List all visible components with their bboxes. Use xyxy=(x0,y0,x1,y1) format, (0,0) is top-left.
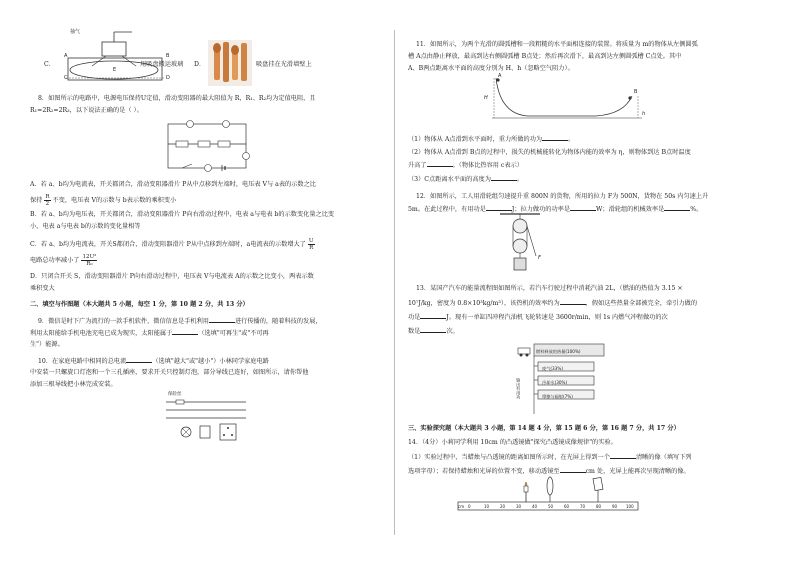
q13-text-b: ，假如这些热量全部被完全，牵引力做的 xyxy=(585,300,698,307)
ruler-tick: 50 xyxy=(548,504,554,509)
q11-blank-3[interactable] xyxy=(491,174,517,181)
q11-s1-tail: 。 xyxy=(568,136,575,143)
q13-blank-3[interactable] xyxy=(420,326,446,333)
q9-line3: 生"）能源。 xyxy=(30,341,64,348)
q8-a-post: 不变，电压表 V的示数与 b表示数的乘积变小 xyxy=(52,197,177,204)
q11-s1-text: （1）物体从 A点滑到水平面时，重力所做的功为 xyxy=(408,136,543,143)
option-d-letter: D． xyxy=(194,61,206,68)
q9-line2-text: 利用太阳能给手机电池充电已成为现实，太阳能属于 xyxy=(30,330,173,337)
q11-s3-text: （3）C点距离水平面的高度为 xyxy=(408,176,491,183)
q10-line1 xyxy=(38,356,269,366)
q8-c-den: R xyxy=(309,245,314,251)
q14-text-d: cm 处，光屏上能再次呈现清晰的像。 xyxy=(585,468,690,475)
flow-cooling-label: 冷却水(30%) xyxy=(542,380,568,385)
option-d-caption: 吸盘挂在光滑墙壁上 xyxy=(256,61,312,68)
q12-text-d: %。 xyxy=(690,206,703,213)
q12-text-c: W；滑轮组的机械效率是 xyxy=(596,206,665,213)
point-e-label: E xyxy=(113,67,117,73)
q8-option-d-line2: 乘积变大 xyxy=(30,285,55,292)
q14-blank-1[interactable] xyxy=(610,452,636,459)
q13-blank-2[interactable] xyxy=(420,312,446,319)
q9-blank-2[interactable] xyxy=(172,328,198,335)
ruler-tick: 40 xyxy=(532,504,538,509)
ruler-unit: cm xyxy=(458,504,465,509)
q11-s3-tail: 。 xyxy=(516,176,524,183)
q11-track-diagram xyxy=(492,74,642,126)
q13-text-e: 数是 xyxy=(408,328,421,335)
q10-line3: 添加三根导线把小林完成安装。 xyxy=(30,381,117,388)
q10-line2: 中安装一只螺旋口灯泡和一个三孔插座，要求开关只控制灯泡，部分导线已连好，如图所示，请你帮他 xyxy=(30,369,309,376)
flow-total-label: 燃料释放的热量(100%) xyxy=(536,349,581,354)
q8-option-b-line2: 小，电表 a与电表 b的示数的变化量相等 xyxy=(30,223,141,230)
q13-line2 xyxy=(408,298,697,308)
q8-c2-den: R₀ xyxy=(86,261,93,267)
q8-option-d-line1: D．只闭合开关 S，滑动变阻器滑片 P向右滑动过程中，电压表 V与电流表 A的示数之比变小，两表示数 xyxy=(30,273,314,280)
q9-line1-text: 9．微信是时下广为流行的一款手机软件，微信信息是手机利用 xyxy=(38,318,209,325)
column-divider xyxy=(394,30,395,535)
q8-a-num: R xyxy=(45,194,50,200)
q14-line1: 14．（4分）小莉同学利用 10cm 的凸透镜做"探究凸透镜成像规律"的实验。 xyxy=(408,439,617,446)
q9-line2 xyxy=(30,328,269,338)
q11-line1: 11．如图所示，为两个光滑的圆弧槽和一段粗糙的水平面相连接的装置。将质量为 m的物体从左侧圆弧 xyxy=(416,41,698,48)
q14-text-b: 清晰的像（填写下列 xyxy=(635,454,692,461)
flow-friction-label: 摩擦与辐射(7%) xyxy=(542,394,573,399)
q8-c-pre: C．若 a、b均为电流表，开关S都闭合，滑动变阻器滑片 P从中点移到左端时，a电流表的示数增大了 xyxy=(30,241,306,248)
flow-exhaust-label: 废气(33%) xyxy=(542,366,563,371)
q14-line3 xyxy=(408,466,690,476)
q13-line1: 13．某国产汽车的能量流程图如图所示，若汽车行驶过程中消耗汽油 2L，（燃油的热值为 3.15 × xyxy=(416,285,683,292)
q10-blank[interactable] xyxy=(126,356,152,363)
q8-c2-num: 12U² xyxy=(82,254,97,260)
q8-a-den: 2 xyxy=(45,201,50,207)
q12-text-a: 5m。在此过程中，有用功是 xyxy=(408,206,486,213)
q11-sub2: （2）物体从 A点滑到 B点的过程中，损失的机械能转化为物体内能的效率为 η，则物体到达 B点时温度 xyxy=(408,149,691,156)
q9-line2-tail: （选填"可再生"或"不可再 xyxy=(198,330,269,337)
q8-a-fraction xyxy=(44,194,50,207)
q9-blank-1[interactable] xyxy=(209,316,235,323)
ruler-tick-row xyxy=(458,502,634,510)
suction-hook-photo xyxy=(208,40,252,86)
q13-line4 xyxy=(408,326,459,336)
force-f-label: F xyxy=(538,255,541,261)
option-c-letter: C． xyxy=(44,61,55,68)
track-point-b: B xyxy=(634,89,638,95)
q8-c2-fraction xyxy=(81,254,97,267)
option-c-caption: 用吸盘搬运玻璃 xyxy=(140,61,184,68)
height-h-lower-label: h xyxy=(642,111,646,117)
ruler-tick: 70 xyxy=(580,504,586,509)
q14-line2 xyxy=(408,452,692,462)
point-c-label: C xyxy=(64,75,68,81)
q14-text-a: （1）实验过程中，当蜡烛与凸透镜的距离如图所示时，在光屏上得到一个 xyxy=(408,454,610,461)
ruler-tick: 90 xyxy=(612,504,618,509)
q8-option-a-line2 xyxy=(30,194,176,207)
q11-blank-2[interactable] xyxy=(427,160,453,167)
point-b-label: B xyxy=(166,53,170,59)
q8-c-fraction xyxy=(308,238,315,251)
q8-option-a-line1: A．若 a、b均为电流表，开关都闭合，滑动变阻器滑片 P从中点移到左端时，电压表 V与 a表的示数之比 xyxy=(30,181,316,188)
q8-line1: 8．如图所示的电路中，电源电压保持U定值，滑动变阻器的最大阻值为 R，R₁、R₂均为定值电阻，且 xyxy=(38,95,316,102)
q11-line3: A、B两点距离水平面的高度分别为 H、h（忽略空气阻力）。 xyxy=(408,65,574,72)
ruler-tick: 30 xyxy=(516,504,522,509)
track-point-a: A xyxy=(498,73,502,79)
q11-blank-1[interactable] xyxy=(542,134,568,141)
q12-blank-2[interactable] xyxy=(570,204,596,211)
q11-s2-text: 升高了 xyxy=(408,162,427,169)
q12-blank-3[interactable] xyxy=(664,204,690,211)
height-h-upper-label: H xyxy=(484,95,488,101)
q11-sub1 xyxy=(408,134,574,144)
flow-output-label: 输出有用功 xyxy=(516,378,522,399)
q13-text-d: J。现有一单缸四冲程汽油机飞轮转速是 3600r/min，则 1s 内燃气冲程做功的次 xyxy=(446,314,668,321)
q8-c-num: U xyxy=(308,238,314,244)
q8-option-b-line1: B．若 a、b均为电压表，开关都闭合，滑动变阻器滑片 P向右滑动过程中，电表 a与电表 b的示数变化量之比变 xyxy=(30,211,335,218)
fuse-label: 保险丝 xyxy=(168,392,182,397)
q8-a-pre: 保持 xyxy=(30,197,43,204)
q13-text-a: 10⁷J/kg，密度为 0.8×10³kg/m³），该热机的效率约为 xyxy=(408,300,560,307)
q11-s2-tail: 。（物体比热容用 c表示） xyxy=(452,162,523,169)
q12-line2 xyxy=(408,204,702,214)
q8-option-c-line2 xyxy=(30,254,97,267)
q12-text-b: J；拉力做功的功率是 xyxy=(511,206,571,213)
q9-line1-tail: 进行传播的，随着科技的发展， xyxy=(235,318,322,325)
q13-line3 xyxy=(408,312,668,322)
q13-text-c: 功是 xyxy=(408,314,421,321)
q13-blank-1[interactable] xyxy=(560,298,586,305)
q14-blank-2[interactable] xyxy=(560,466,586,473)
household-circuit-diagram xyxy=(166,392,246,444)
ruler-tick: 0 xyxy=(468,504,471,509)
q11-line2: 槽 A点由静止释放，最高到达右侧圆弧槽 B点处；然后再次滑下，最高到达左侧圆弧槽 C点处。其中 xyxy=(408,53,682,60)
q10-line1-text: 10．在家庭电路中相同的总电流 xyxy=(38,358,127,365)
q8-option-c-line1 xyxy=(30,238,315,251)
q11-sub3 xyxy=(408,174,523,184)
q9-line1 xyxy=(38,316,322,326)
q10-line1-tail: （选填"越大"或"越小"）小林同学家庭电路 xyxy=(152,358,269,365)
ruler-tick: 100 xyxy=(626,504,634,509)
pulley-system-diagram xyxy=(500,212,540,274)
point-a-label: A xyxy=(64,53,68,59)
ruler-tick: 80 xyxy=(596,504,602,509)
section-2-heading: 二、填空与作图题（本大题共 5 小题，每空 1 分，第 10 题 2 分，共 13 分） xyxy=(30,301,249,308)
q11-sub2-cont xyxy=(408,160,523,170)
q13-text-f: 次。 xyxy=(446,328,459,335)
pump-label: 抽气 xyxy=(70,29,81,35)
q8-circuit-diagram xyxy=(158,120,254,174)
q12-line1: 12．如图所示，工人用滑轮组匀速提升重 800N 的货物，所用的拉力 F为 500N，货物在 50s 内匀速上升 xyxy=(416,193,709,200)
section-3-heading: 三、实验探究题（本大题共 3 小题，第 14 题 4 分，第 15 题 6 分，第 16 题 7 分，共 17 分） xyxy=(408,425,680,432)
ruler-tick: 20 xyxy=(500,504,506,509)
point-d-label: D xyxy=(166,75,170,81)
ruler-tick: 10 xyxy=(484,504,490,509)
q8-c2-pre: 电路总功率减小了 xyxy=(30,257,80,264)
ruler-tick: 60 xyxy=(564,504,570,509)
q8-line2: R₁=2R₂=2R₃，以下说法正确的是（ ）。 xyxy=(30,107,143,114)
q12-blank-1[interactable] xyxy=(486,204,512,211)
q14-text-c: 选项字母）；若保持蜡烛和光屏的位置不变，移动透镜至 xyxy=(408,468,560,475)
